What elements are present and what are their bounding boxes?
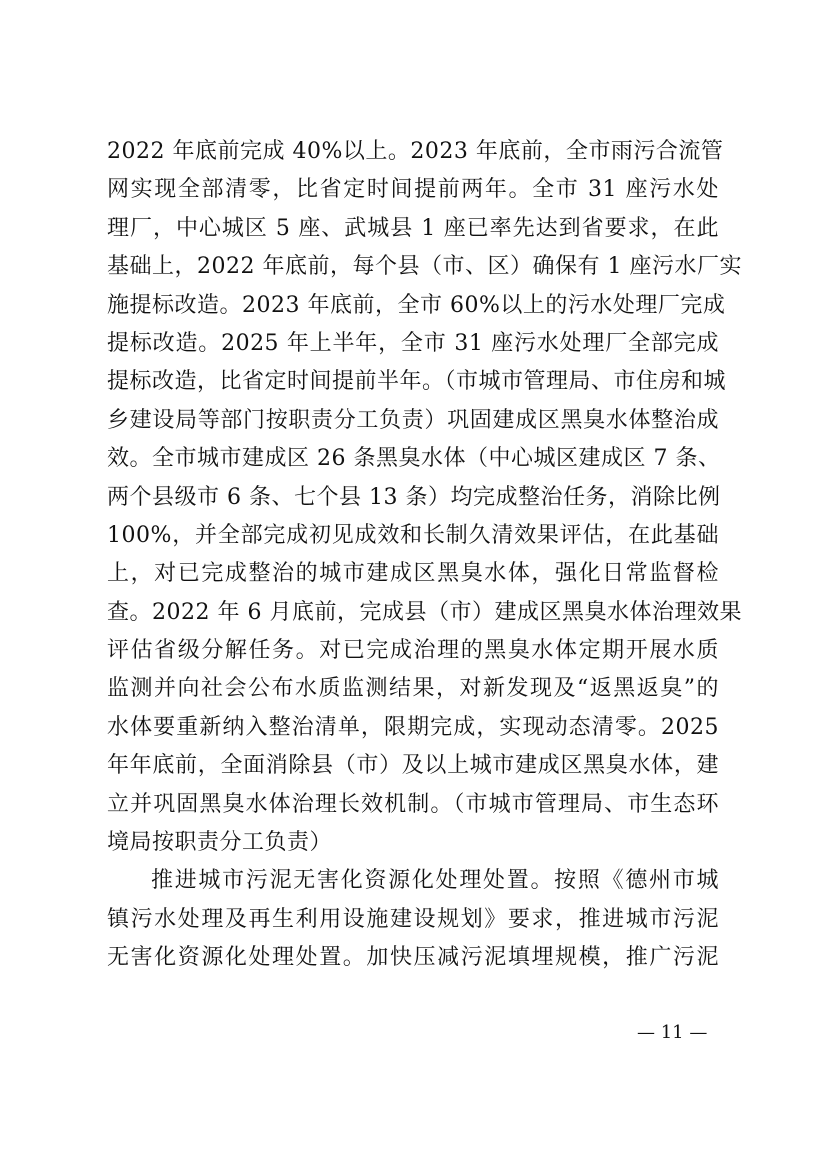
paragraph-1-line: 两个县级市 6 条、七个县 13 条）均完成整治任务，消除比例 bbox=[107, 484, 721, 510]
paragraph-1-line: 评估省级分解任务。对已完成治理的黑臭水体定期开展水质 bbox=[107, 638, 719, 664]
paragraph-1-line: 境局按职责分工负责） bbox=[107, 830, 333, 856]
paragraph-1-line: 2022 年底前完成 40%以上。2023 年底前，全市雨污合流管 bbox=[107, 139, 724, 164]
page-number: — 11 — bbox=[637, 1022, 708, 1043]
paragraph-1-line: 立并巩固黑臭水体治理长效机制。（市城市管理局、市生态环 bbox=[107, 791, 719, 817]
paragraph-1-line: 基础上，2022 年底前，每个县（市、区）确保有 1 座污水厂实 bbox=[107, 254, 742, 280]
paragraph-1-line: 提标改造。2025 年上半年，全市 31 座污水处理厂全部完成 bbox=[107, 330, 719, 356]
paragraph-2-line: 镇污水处理及再生利用设施建设规划》要求，推进城市污泥 bbox=[107, 906, 719, 932]
paragraph-1-line: 监测并向社会公布水质监测结果，对新发现及“返黑返臭”的 bbox=[107, 676, 719, 702]
paragraph-1-line: 查。2022 年 6 月底前，完成县（市）建成区黑臭水体治理效果 bbox=[107, 599, 742, 625]
paragraph-1-line: 理厂，中心城区 5 座、武城县 1 座已率先达到省要求，在此 bbox=[107, 215, 719, 241]
paragraph-1-line: 网实现全部清零，比省定时间提前两年。全市 31 座污水处 bbox=[107, 177, 719, 203]
paragraph-1-line: 施提标改造。2023 年底前，全市 60%以上的污水处理厂完成 bbox=[107, 292, 726, 318]
paragraph-2-line: 无害化资源化处理处置。加快压减污泥填埋规模，推广污泥 bbox=[107, 945, 719, 971]
paragraph-1-line: 100%，并全部完成初见成效和长制久清效果评估，在此基础 bbox=[107, 522, 719, 548]
paragraph-1-line: 水体要重新纳入整治清单，限期完成，实现动态清零。2025 bbox=[107, 714, 719, 740]
body-text bbox=[107, 133, 742, 978]
paragraph-1-line: 年年底前，全面消除县（市）及以上城市建成区黑臭水体，建 bbox=[107, 753, 719, 779]
paragraph-1-line: 效。全市城市建成区 26 条黑臭水体（中心城区建成区 7 条、 bbox=[107, 446, 721, 472]
paragraph-1-line: 上，对已完成整治的城市建成区黑臭水体，强化日常监督检 bbox=[107, 561, 719, 587]
paragraph-2-line: 推进城市污泥无害化资源化处理处置。按照《德州市城 bbox=[151, 868, 719, 894]
paragraph-1-line: 提标改造，比省定时间提前半年。（市城市管理局、市住房和城 bbox=[107, 369, 727, 395]
paragraph-1-line: 乡建设局等部门按职责分工负责）巩固建成区黑臭水体整治成 bbox=[107, 407, 719, 433]
